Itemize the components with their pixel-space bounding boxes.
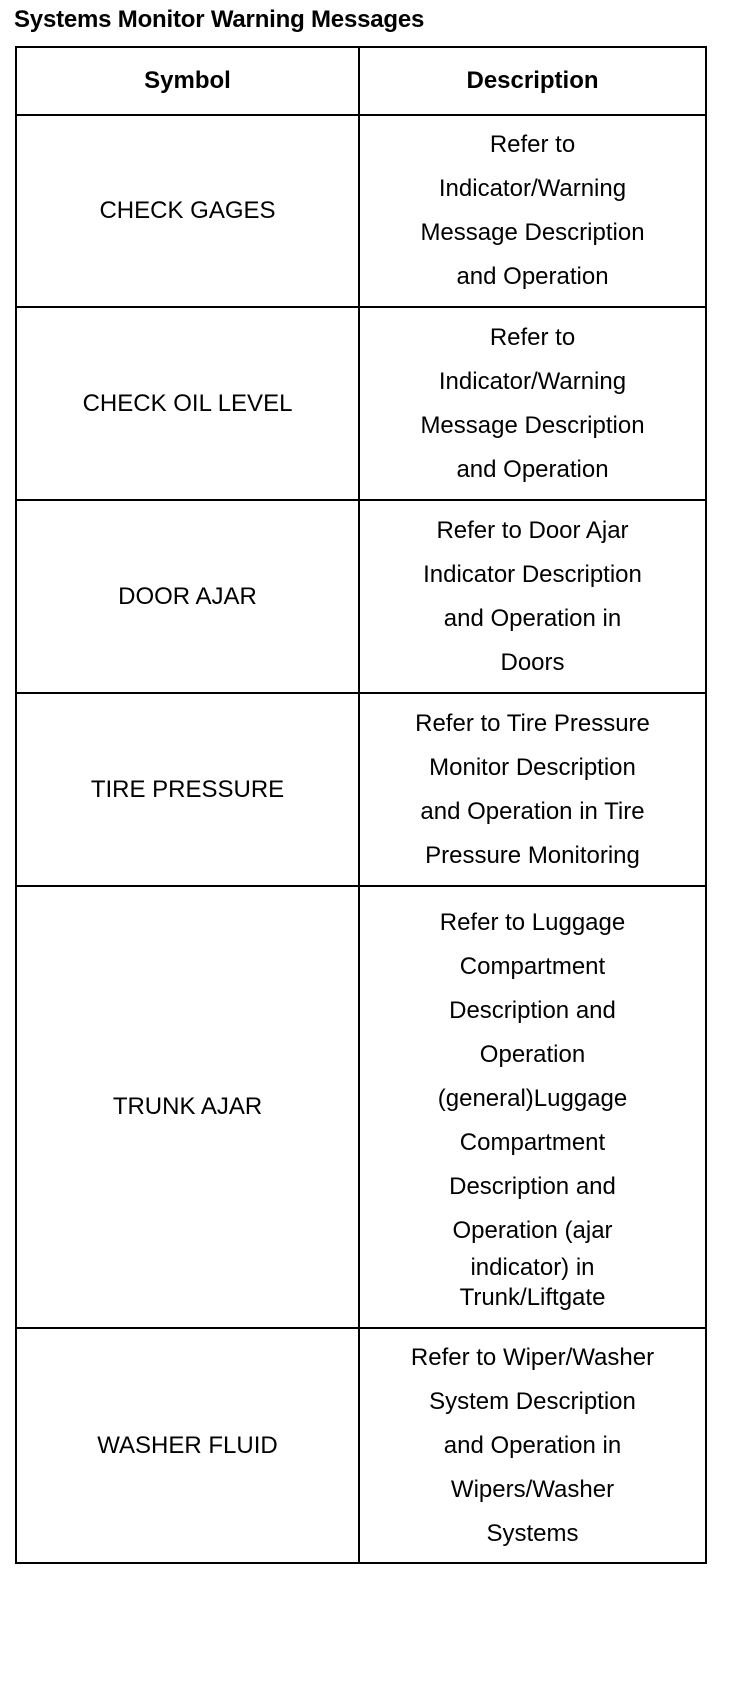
- description-line: System Description: [429, 1387, 636, 1415]
- description-line: Trunk/Liftgate: [459, 1284, 606, 1311]
- description-line: Message Description: [420, 411, 645, 439]
- table-row: [16, 500, 706, 693]
- description-line: Pressure Monitoring: [425, 841, 640, 869]
- description-line: Message Description: [420, 219, 645, 246]
- description-text: [368, 901, 697, 1313]
- description-line: Refer to: [489, 131, 576, 158]
- table-row: [16, 693, 706, 886]
- description-line: Compartment: [459, 953, 606, 980]
- description-cell: [359, 693, 706, 886]
- description-line: Doors: [500, 648, 565, 676]
- description-line: Refer to Luggage: [439, 909, 626, 936]
- description-line: Operation (ajar: [452, 1217, 613, 1244]
- description-line: Description and: [449, 997, 616, 1024]
- header-symbol: Symbol: [16, 47, 359, 115]
- description-text: [368, 509, 697, 685]
- description-line: (general)Luggage: [437, 1085, 628, 1112]
- description-line: and Operation in: [443, 604, 622, 632]
- description-line: and Operation: [456, 263, 609, 290]
- table-header-row: [16, 47, 706, 115]
- symbol-cell: CHECK OIL LEVEL: [16, 307, 359, 500]
- description-line: Indicator Description: [423, 560, 642, 588]
- description-line: Refer to: [489, 323, 576, 351]
- description-line: and Operation in Tire: [420, 797, 645, 825]
- table-row: [16, 307, 706, 500]
- description-text: [368, 1336, 697, 1556]
- description-line: and Operation in: [443, 1431, 622, 1459]
- description-line: Indicator/Warning: [438, 367, 627, 395]
- description-line: Refer to Wiper/Washer: [410, 1343, 655, 1371]
- description-line: Description and: [449, 1173, 616, 1200]
- symbol-cell: DOOR AJAR: [16, 500, 359, 693]
- description-text: [368, 702, 697, 878]
- description-line: Wipers/Washer: [450, 1475, 615, 1503]
- symbol-cell: TRUNK AJAR: [16, 886, 359, 1328]
- description-line: Refer to Tire Pressure: [415, 709, 650, 737]
- table-row: [16, 1328, 706, 1563]
- description-cell: [359, 307, 706, 500]
- warning-messages-table: [15, 46, 707, 1564]
- table-row: [16, 115, 706, 307]
- description-line: Refer to Door Ajar: [436, 516, 629, 544]
- description-cell: [359, 886, 706, 1328]
- symbol-cell: WASHER FLUID: [16, 1328, 359, 1563]
- description-line: Indicator/Warning: [438, 175, 627, 202]
- description-cell: [359, 115, 706, 307]
- symbol-cell: TIRE PRESSURE: [16, 693, 359, 886]
- symbol-cell: CHECK GAGES: [16, 115, 359, 307]
- description-line: Compartment: [459, 1129, 606, 1156]
- description-cell: [359, 1328, 706, 1563]
- description-line: and Operation: [456, 455, 609, 483]
- table-row: [16, 886, 706, 1328]
- description-text: [368, 316, 697, 492]
- page-title: Systems Monitor Warning Messages: [14, 6, 425, 33]
- description-line: Monitor Description: [429, 753, 636, 781]
- description-line: indicator) in: [470, 1254, 595, 1281]
- description-text: [368, 123, 697, 299]
- description-line: Operation: [479, 1041, 586, 1068]
- description-line: Systems: [486, 1519, 579, 1547]
- description-cell: [359, 500, 706, 693]
- header-description: Description: [359, 47, 706, 115]
